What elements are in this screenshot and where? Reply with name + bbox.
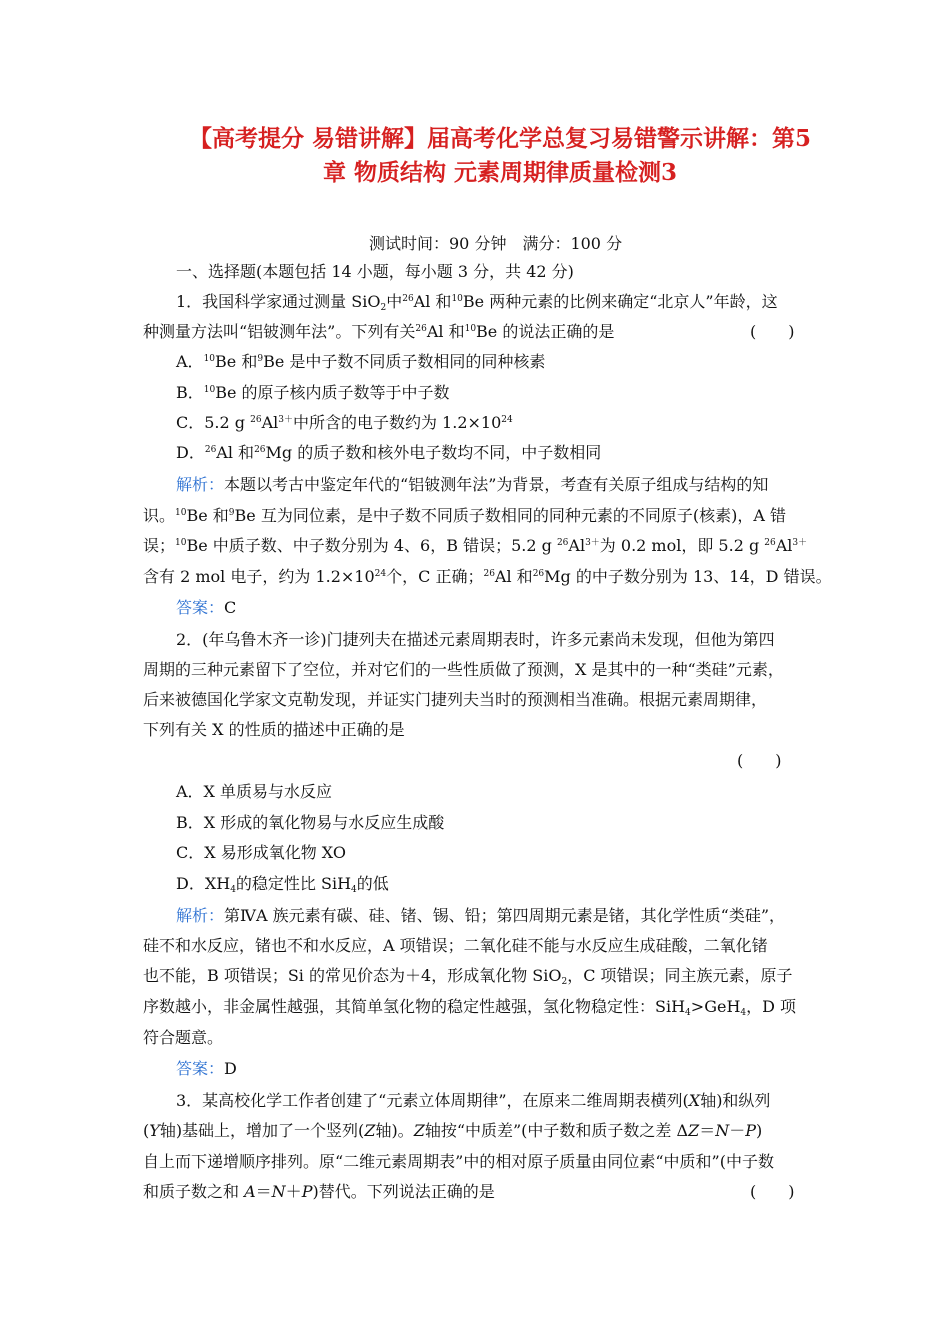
q3-line-4: 和质子数之和 A＝N＋P)替代。下列说法正确的是	[143, 1182, 495, 1201]
section-heading: 一、选择题(本题包括 14 小题，每小题 3 分，共 42 分)	[176, 262, 574, 281]
q1-option-c: C．5.2 g $^{26}Al^{3+}$中所含的电子数约为 $1.2\times 10^{24}$	[176, 413, 513, 432]
document-title-line-2: 章 物质结构 元素周期律质量检测3	[322, 159, 678, 186]
q1-analysis-line-3: 误；$^{10}$Be 中质子数、中子数分别为 4、6，B 错误；5.2 g $^{26}Al^{3+}$为 0.2 mol，即 5.2 g $^{26}Al^{3+}$	[143, 536, 808, 555]
q2-answer-bracket: ( )	[737, 751, 782, 770]
q3-line-3: 自上而下递增顺序排列。原“二维元素周期表”中的相对原子质量由同位素“中质和”(中子数	[143, 1152, 774, 1171]
q2-analysis-line-5: 符合题意。	[143, 1028, 224, 1047]
q3-answer-bracket: ( )	[750, 1182, 795, 1201]
q2-analysis-line-4: 序数越小，非金属性越强，其简单氢化物的稳定性越强，氢化物稳定性：SiH$_4$>GeH$_4$，D 项	[143, 997, 797, 1018]
test-time-info: 测试时间：90 分钟 满分：100 分	[369, 234, 623, 253]
q2-answer: 答案：D	[176, 1059, 237, 1078]
q2-line-1: 2．(年乌鲁木齐一诊)门捷列夫在描述元素周期表时，许多元素尚未发现，但他为第四	[176, 630, 775, 649]
q3-line-2: (Y轴)基础上，增加了一个竖列(Z轴)。Z轴按“中质差”(中子数和质子数之差 ΔZ＝N－P)	[143, 1121, 763, 1140]
q2-option-c: C．X 易形成氧化物 XO	[176, 843, 347, 862]
q1-option-a: A．$^{10}$Be 和$^9$Be 是中子数不同质子数相同的同种核素	[176, 352, 546, 371]
q1-answer-bracket: ( )	[750, 322, 795, 341]
q1-answer: 答案：C	[176, 598, 237, 617]
q2-line-3: 后来被德国化学家文克勒发现，并证实门捷列夫当时的预测相当准确。根据元素周期律，	[143, 690, 768, 709]
q1-line-2: 种测量方法叫“铝铍测年法”。下列有关$^{26}$Al 和$^{10}$Be 的说法正确的是	[143, 322, 615, 341]
q1-line-1: 1．我国科学家通过测量 SiO$_2$中$^{26}$Al 和$^{10}$Be 两种元素的比例来确定“北京人”年龄，这	[176, 292, 778, 313]
q2-option-d: D．$XH_4$的稳定性比 SiH$_4$的低	[176, 874, 389, 895]
q2-line-4: 下列有关 X 的性质的描述中正确的是	[143, 720, 405, 739]
q2-analysis-line-1: 解析：第ⅣA 族元素有碳、硅、锗、锡、铅；第四周期元素是锗，其化学性质“类硅”，	[176, 906, 786, 925]
q2-option-b: B．X 形成的氧化物易与水反应生成酸	[176, 813, 445, 832]
answer-label: 答案：	[176, 598, 225, 617]
q2-analysis-line-2: 硅不和水反应，锗也不和水反应，A 项错误；二氧化硅不能与水反应生成硅酸，二氧化锗	[143, 936, 768, 955]
q2-line-2: 周期的三种元素留下了空位，并对它们的一些性质做了预测，X 是其中的一种“类硅”元素，	[143, 660, 784, 679]
analysis-label: 解析：	[176, 475, 225, 494]
analysis-label: 解析：	[176, 906, 225, 925]
q1-option-d: D．$^{26}$Al 和$^{26}$Mg 的质子数和核外电子数均不同，中子数相同	[176, 443, 602, 462]
q3-line-1: 3．某高校化学工作者创建了“元素立体周期律”，在原来二维周期表横列(X轴)和纵列	[176, 1091, 771, 1110]
q1-analysis-line-4: 含有 2 mol 电子，约为 $1.2\times 10^{24}$个，C 正确；$^{26}$Al 和$^{26}$Mg 的中子数分别为 13、14，D 错误。	[143, 567, 832, 586]
q1-analysis-line-1: 解析：本题以考古中鉴定年代的“铝铍测年法”为背景，考查有关原子组成与结构的知	[176, 475, 769, 494]
q1-option-b: B．$^{10}$Be 的原子核内质子数等于中子数	[176, 383, 450, 402]
q1-analysis-line-2: 识。$^{10}$Be 和$^9$Be 互为同位素，是中子数不同质子数相同的同种元素的不同原子(核素)，A 错	[143, 506, 786, 525]
document-title-line-1: 【高考提分 易错讲解】届高考化学总复习易错警示讲解：第5	[188, 125, 811, 152]
answer-label: 答案：	[176, 1059, 225, 1078]
q2-option-a: A．X 单质易与水反应	[176, 782, 333, 801]
q2-analysis-line-3: 也不能，B 项错误；Si 的常见价态为＋4，形成氧化物 SiO$_2$，C 项错误；同主族元素，原子	[143, 966, 793, 987]
